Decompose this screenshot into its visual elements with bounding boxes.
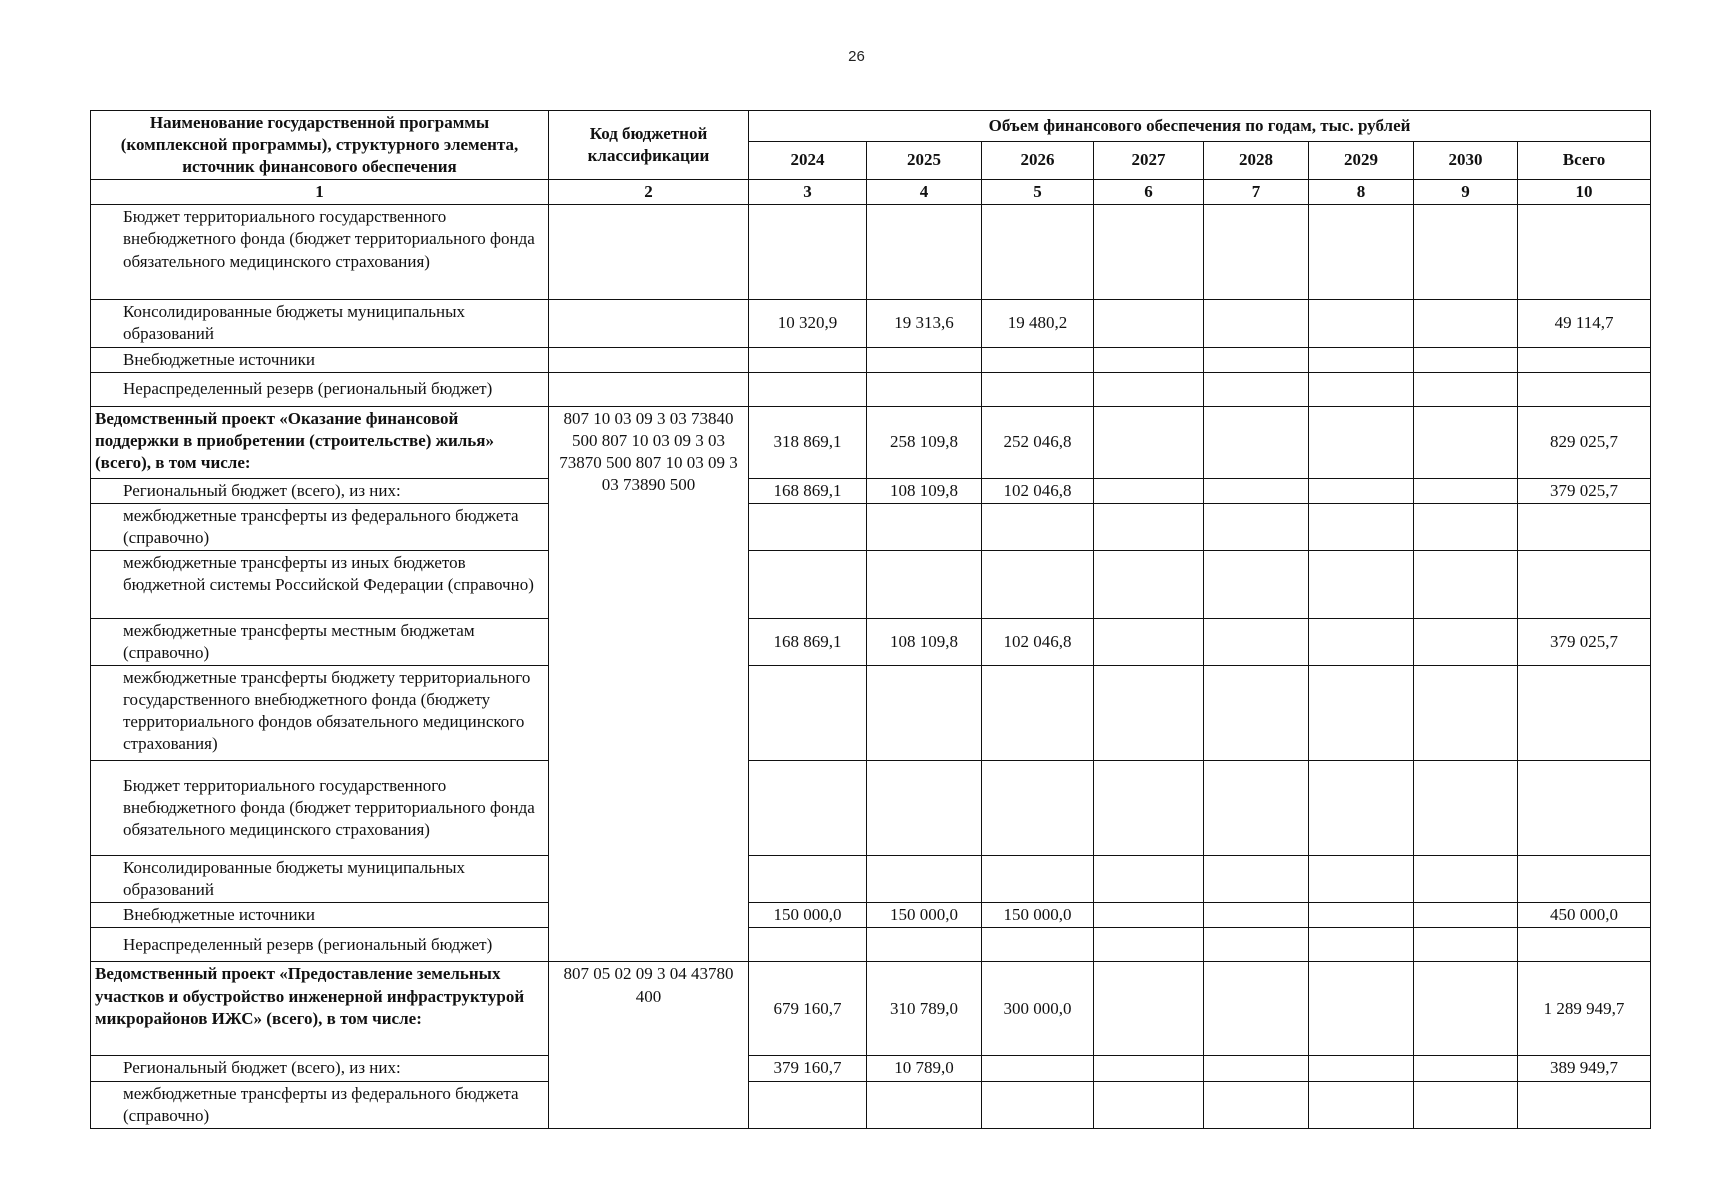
value-cell bbox=[1309, 503, 1414, 550]
row-label: межбюджетные трансферты из федерального бюджета (справочно) bbox=[91, 1081, 549, 1128]
value-cell bbox=[1309, 1081, 1414, 1128]
column-number: 5 bbox=[982, 180, 1094, 205]
value-cell bbox=[1204, 903, 1309, 928]
header-year: 2026 bbox=[982, 141, 1094, 180]
value-cell: 10 789,0 bbox=[867, 1056, 982, 1081]
table-row bbox=[91, 300, 1651, 347]
value-cell bbox=[1309, 903, 1414, 928]
value-cell bbox=[982, 503, 1094, 550]
value-cell bbox=[1309, 1056, 1414, 1081]
table-row bbox=[91, 761, 1651, 856]
value-cell bbox=[867, 205, 982, 300]
value-cell: 310 789,0 bbox=[867, 962, 982, 1056]
column-number: 3 bbox=[749, 180, 867, 205]
value-cell bbox=[982, 666, 1094, 761]
row-label: межбюджетные трансферты бюджету территориального государственного внебюджетного фонда (бюджету территориального фондов обязательного медицинского страхования) bbox=[91, 666, 549, 761]
value-cell bbox=[1094, 903, 1204, 928]
value-cell bbox=[749, 347, 867, 372]
value-cell bbox=[1204, 372, 1309, 406]
value-cell bbox=[1094, 300, 1204, 347]
value-cell bbox=[1204, 928, 1309, 962]
total-cell bbox=[1518, 550, 1651, 618]
value-cell bbox=[867, 856, 982, 903]
total-cell bbox=[1518, 372, 1651, 406]
value-cell bbox=[982, 928, 1094, 962]
total-cell bbox=[1518, 856, 1651, 903]
value-cell bbox=[1309, 372, 1414, 406]
row-label: межбюджетные трансферты из иных бюджетов бюджетной системы Российской Федерации (справочно) bbox=[91, 550, 549, 618]
value-cell bbox=[1094, 928, 1204, 962]
budget-table bbox=[90, 110, 1651, 1129]
value-cell: 102 046,8 bbox=[982, 478, 1094, 503]
value-cell bbox=[867, 372, 982, 406]
value-cell: 318 869,1 bbox=[749, 406, 867, 478]
value-cell bbox=[1309, 928, 1414, 962]
value-cell: 19 313,6 bbox=[867, 300, 982, 347]
total-cell bbox=[1518, 761, 1651, 856]
table-row bbox=[91, 478, 1651, 503]
row-label: Консолидированные бюджеты муниципальных образований bbox=[91, 856, 549, 903]
value-cell bbox=[1094, 372, 1204, 406]
header-year: 2030 bbox=[1414, 141, 1518, 180]
value-cell bbox=[1309, 347, 1414, 372]
total-cell: 379 025,7 bbox=[1518, 478, 1651, 503]
value-cell bbox=[1414, 478, 1518, 503]
value-cell bbox=[867, 761, 982, 856]
table-row bbox=[91, 962, 1651, 1056]
value-cell bbox=[1309, 478, 1414, 503]
value-cell bbox=[1204, 856, 1309, 903]
value-cell bbox=[1094, 761, 1204, 856]
total-cell: 1 289 949,7 bbox=[1518, 962, 1651, 1056]
value-cell bbox=[1414, 205, 1518, 300]
total-cell: 450 000,0 bbox=[1518, 903, 1651, 928]
row-label: Региональный бюджет (всего), из них: bbox=[91, 478, 549, 503]
value-cell bbox=[1094, 550, 1204, 618]
budget-code: 807 05 02 09 3 04 43780 400 bbox=[549, 962, 749, 1128]
value-cell bbox=[1094, 478, 1204, 503]
value-cell bbox=[867, 1081, 982, 1128]
value-cell bbox=[1094, 406, 1204, 478]
table-row bbox=[91, 205, 1651, 300]
value-cell bbox=[1094, 856, 1204, 903]
value-cell bbox=[1414, 1056, 1518, 1081]
value-cell bbox=[1094, 1081, 1204, 1128]
value-cell bbox=[749, 1081, 867, 1128]
value-cell bbox=[1204, 550, 1309, 618]
total-cell: 829 025,7 bbox=[1518, 406, 1651, 478]
header-year: 2024 bbox=[749, 141, 867, 180]
value-cell bbox=[749, 550, 867, 618]
row-label: Внебюджетные источники bbox=[91, 903, 549, 928]
value-cell bbox=[1414, 372, 1518, 406]
header-year: 2028 bbox=[1204, 141, 1309, 180]
value-cell bbox=[1309, 618, 1414, 665]
table-header bbox=[91, 111, 1651, 205]
row-label: Региональный бюджет (всего), из них: bbox=[91, 1056, 549, 1081]
value-cell bbox=[1204, 406, 1309, 478]
value-cell: 258 109,8 bbox=[867, 406, 982, 478]
value-cell bbox=[1414, 903, 1518, 928]
column-number: 1 bbox=[91, 180, 549, 205]
table-row bbox=[91, 347, 1651, 372]
value-cell bbox=[982, 550, 1094, 618]
budget-code: 807 10 03 09 3 03 73840 500 807 10 03 09 3 03 73870 500 807 10 03 09 3 03 73890 500 bbox=[549, 406, 749, 962]
value-cell bbox=[1094, 666, 1204, 761]
value-cell bbox=[749, 205, 867, 300]
value-cell bbox=[749, 856, 867, 903]
value-cell: 108 109,8 bbox=[867, 478, 982, 503]
total-cell bbox=[1518, 666, 1651, 761]
value-cell bbox=[1204, 1081, 1309, 1128]
row-label: межбюджетные трансферты местным бюджетам (справочно) bbox=[91, 618, 549, 665]
value-cell bbox=[1309, 550, 1414, 618]
table-row bbox=[91, 406, 1651, 478]
value-cell: 19 480,2 bbox=[982, 300, 1094, 347]
row-label: Нераспределенный резерв (региональный бюджет) bbox=[91, 372, 549, 406]
total-cell bbox=[1518, 205, 1651, 300]
value-cell bbox=[982, 1081, 1094, 1128]
value-cell bbox=[1414, 347, 1518, 372]
value-cell bbox=[1094, 205, 1204, 300]
row-label: Внебюджетные источники bbox=[91, 347, 549, 372]
table-row bbox=[91, 550, 1651, 618]
row-label: Консолидированные бюджеты муниципальных образований bbox=[91, 300, 549, 347]
value-cell bbox=[1309, 300, 1414, 347]
row-code bbox=[549, 300, 749, 347]
value-cell bbox=[1414, 406, 1518, 478]
value-cell bbox=[982, 372, 1094, 406]
value-cell bbox=[1204, 962, 1309, 1056]
value-cell bbox=[982, 1056, 1094, 1081]
table-row bbox=[91, 372, 1651, 406]
column-number: 10 bbox=[1518, 180, 1651, 205]
value-cell bbox=[982, 347, 1094, 372]
value-cell bbox=[749, 666, 867, 761]
value-cell bbox=[1414, 666, 1518, 761]
value-cell bbox=[1309, 761, 1414, 856]
value-cell bbox=[1204, 666, 1309, 761]
value-cell bbox=[1204, 761, 1309, 856]
value-cell bbox=[867, 503, 982, 550]
value-cell bbox=[749, 372, 867, 406]
header-volume: Объем финансового обеспечения по годам, тыс. рублей bbox=[749, 111, 1651, 142]
value-cell: 679 160,7 bbox=[749, 962, 867, 1056]
total-cell bbox=[1518, 1081, 1651, 1128]
total-cell: 49 114,7 bbox=[1518, 300, 1651, 347]
value-cell bbox=[1414, 761, 1518, 856]
value-cell bbox=[1094, 1056, 1204, 1081]
value-cell bbox=[1204, 347, 1309, 372]
value-cell bbox=[1204, 503, 1309, 550]
value-cell bbox=[1309, 962, 1414, 1056]
value-cell bbox=[1204, 1056, 1309, 1081]
header-code: Код бюджетной классификации bbox=[549, 111, 749, 180]
table-row bbox=[91, 903, 1651, 928]
value-cell bbox=[1414, 503, 1518, 550]
value-cell bbox=[867, 666, 982, 761]
header-total: Всего bbox=[1518, 141, 1651, 180]
row-code bbox=[549, 347, 749, 372]
value-cell: 168 869,1 bbox=[749, 618, 867, 665]
header-year: 2029 bbox=[1309, 141, 1414, 180]
value-cell bbox=[982, 205, 1094, 300]
value-cell: 379 160,7 bbox=[749, 1056, 867, 1081]
value-cell bbox=[1094, 503, 1204, 550]
value-cell bbox=[749, 928, 867, 962]
row-label: межбюджетные трансферты из федерального бюджета (справочно) bbox=[91, 503, 549, 550]
row-label: Бюджет территориального государственного внебюджетного фонда (бюджет территориального фонда обязательного медицинского страхования) bbox=[91, 761, 549, 856]
value-cell bbox=[1204, 478, 1309, 503]
value-cell bbox=[1309, 406, 1414, 478]
value-cell bbox=[1204, 205, 1309, 300]
value-cell bbox=[749, 761, 867, 856]
total-cell bbox=[1518, 347, 1651, 372]
value-cell: 150 000,0 bbox=[867, 903, 982, 928]
value-cell: 10 320,9 bbox=[749, 300, 867, 347]
value-cell bbox=[1309, 205, 1414, 300]
row-label: Бюджет территориального государственного внебюджетного фонда (бюджет территориального фонда обязательного медицинского страхования) bbox=[91, 205, 549, 300]
value-cell bbox=[982, 761, 1094, 856]
table-row bbox=[91, 1056, 1651, 1081]
value-cell bbox=[1414, 856, 1518, 903]
total-cell: 389 949,7 bbox=[1518, 1056, 1651, 1081]
value-cell bbox=[1094, 962, 1204, 1056]
value-cell bbox=[1414, 1081, 1518, 1128]
value-cell: 150 000,0 bbox=[749, 903, 867, 928]
project-label: Ведомственный проект «Оказание финансовой поддержки в приобретении (строительстве) жилья» (всего), в том числе: bbox=[91, 406, 549, 478]
column-number: 4 bbox=[867, 180, 982, 205]
total-cell: 379 025,7 bbox=[1518, 618, 1651, 665]
table-row bbox=[91, 1081, 1651, 1128]
header-name: Наименование государственной программы (комплексной программы), структурного элемента, источник финансового обеспечения bbox=[91, 111, 549, 180]
column-number: 6 bbox=[1094, 180, 1204, 205]
table-row bbox=[91, 856, 1651, 903]
column-number: 7 bbox=[1204, 180, 1309, 205]
table-row bbox=[91, 928, 1651, 962]
table-row bbox=[91, 666, 1651, 761]
column-number: 9 bbox=[1414, 180, 1518, 205]
value-cell: 150 000,0 bbox=[982, 903, 1094, 928]
value-cell bbox=[1414, 550, 1518, 618]
value-cell bbox=[1414, 928, 1518, 962]
value-cell bbox=[1204, 300, 1309, 347]
value-cell: 168 869,1 bbox=[749, 478, 867, 503]
value-cell bbox=[1094, 618, 1204, 665]
value-cell bbox=[1414, 300, 1518, 347]
total-cell bbox=[1518, 928, 1651, 962]
value-cell bbox=[867, 550, 982, 618]
value-cell: 300 000,0 bbox=[982, 962, 1094, 1056]
value-cell bbox=[1414, 618, 1518, 665]
value-cell bbox=[982, 856, 1094, 903]
value-cell bbox=[1309, 666, 1414, 761]
column-number: 8 bbox=[1309, 180, 1414, 205]
value-cell: 108 109,8 bbox=[867, 618, 982, 665]
page-number: 26 bbox=[848, 48, 865, 65]
value-cell bbox=[867, 347, 982, 372]
table-row bbox=[91, 503, 1651, 550]
value-cell bbox=[867, 928, 982, 962]
project-label: Ведомственный проект «Предоставление земельных участков и обустройство инженерной инфраструктурой микрорайонов ИЖС» (всего), в том числе: bbox=[91, 962, 549, 1056]
table-row bbox=[91, 618, 1651, 665]
value-cell bbox=[1414, 962, 1518, 1056]
value-cell bbox=[1094, 347, 1204, 372]
value-cell bbox=[1309, 856, 1414, 903]
value-cell: 252 046,8 bbox=[982, 406, 1094, 478]
value-cell bbox=[1204, 618, 1309, 665]
header-year: 2027 bbox=[1094, 141, 1204, 180]
header-year: 2025 bbox=[867, 141, 982, 180]
value-cell: 102 046,8 bbox=[982, 618, 1094, 665]
row-code bbox=[549, 205, 749, 300]
total-cell bbox=[1518, 503, 1651, 550]
value-cell bbox=[749, 503, 867, 550]
row-code bbox=[549, 372, 749, 406]
row-label: Нераспределенный резерв (региональный бюджет) bbox=[91, 928, 549, 962]
column-number: 2 bbox=[549, 180, 749, 205]
